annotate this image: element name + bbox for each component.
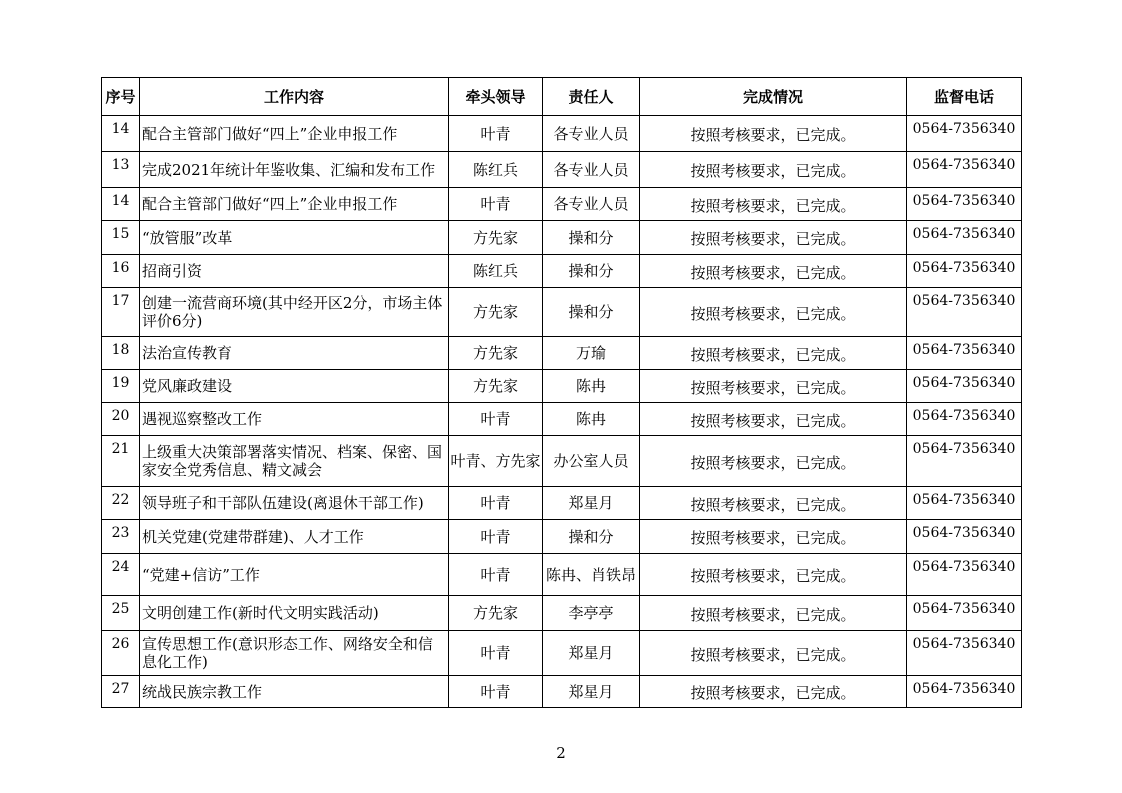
row-owner: 陈冉、肖铁昂 xyxy=(543,554,640,596)
row-owner: 操和分 xyxy=(543,255,640,288)
row-number: 20 xyxy=(102,403,140,436)
row-leader: 叶青、方先家 xyxy=(449,436,543,487)
row-phone: 0564-7356340 xyxy=(907,152,1022,188)
row-owner: 各专业人员 xyxy=(543,188,640,221)
row-owner: 李亭亭 xyxy=(543,596,640,631)
row-status: 按照考核要求，已完成。 xyxy=(640,436,907,487)
row-owner: 办公室人员 xyxy=(543,436,640,487)
table-row xyxy=(102,221,1022,255)
table-row xyxy=(102,288,1022,337)
row-leader: 陈红兵 xyxy=(449,152,543,188)
row-leader: 叶青 xyxy=(449,676,543,708)
row-status: 按照考核要求，已完成。 xyxy=(640,487,907,520)
row-owner: 陈冉 xyxy=(543,370,640,403)
row-content: 上级重大决策部署落实情况、档案、保密、国家安全党秀信息、精文减会 xyxy=(140,436,449,487)
row-status: 按照考核要求，已完成。 xyxy=(640,596,907,631)
row-number: 15 xyxy=(102,221,140,255)
table-row xyxy=(102,337,1022,370)
row-phone: 0564-7356340 xyxy=(907,221,1022,255)
row-status: 按照考核要求，已完成。 xyxy=(640,152,907,188)
row-phone: 0564-7356340 xyxy=(907,116,1022,152)
row-content: 配合主管部门做好“四上”企业申报工作 xyxy=(140,188,449,221)
row-number: 21 xyxy=(102,436,140,487)
row-content: 遇视巡察整改工作 xyxy=(140,403,449,436)
table-row xyxy=(102,554,1022,596)
row-owner: 郑星月 xyxy=(543,487,640,520)
row-status: 按照考核要求，已完成。 xyxy=(640,370,907,403)
table-row xyxy=(102,370,1022,403)
header-content: 工作内容 xyxy=(140,78,449,116)
table-row xyxy=(102,116,1022,152)
row-leader: 陈红兵 xyxy=(449,255,543,288)
row-content: 配合主管部门做好“四上”企业申报工作 xyxy=(140,116,449,152)
header-leader: 牵头领导 xyxy=(449,78,543,116)
row-leader: 方先家 xyxy=(449,288,543,337)
table-row xyxy=(102,403,1022,436)
row-content: 宣传思想工作(意识形态工作、网络安全和信息化工作) xyxy=(140,631,449,676)
table-row xyxy=(102,596,1022,631)
row-leader: 方先家 xyxy=(449,337,543,370)
row-content: 党风廉政建设 xyxy=(140,370,449,403)
row-status: 按照考核要求，已完成。 xyxy=(640,337,907,370)
row-phone: 0564-7356340 xyxy=(907,403,1022,436)
row-number: 26 xyxy=(102,631,140,676)
row-status: 按照考核要求，已完成。 xyxy=(640,554,907,596)
row-content: “放管服”改革 xyxy=(140,221,449,255)
table-row xyxy=(102,188,1022,221)
row-number: 17 xyxy=(102,288,140,337)
row-owner: 郑星月 xyxy=(543,631,640,676)
row-owner: 郑星月 xyxy=(543,676,640,708)
row-owner: 万瑜 xyxy=(543,337,640,370)
row-number: 13 xyxy=(102,152,140,188)
row-leader: 叶青 xyxy=(449,188,543,221)
row-number: 27 xyxy=(102,676,140,708)
table-row xyxy=(102,487,1022,520)
row-phone: 0564-7356340 xyxy=(907,520,1022,554)
row-phone: 0564-7356340 xyxy=(907,487,1022,520)
row-number: 19 xyxy=(102,370,140,403)
row-owner: 各专业人员 xyxy=(543,116,640,152)
table-row xyxy=(102,436,1022,487)
row-number: 16 xyxy=(102,255,140,288)
row-status: 按照考核要求，已完成。 xyxy=(640,403,907,436)
row-content: 机关党建(党建带群建)、人才工作 xyxy=(140,520,449,554)
row-owner: 各专业人员 xyxy=(543,152,640,188)
row-phone: 0564-7356340 xyxy=(907,255,1022,288)
row-content: 统战民族宗教工作 xyxy=(140,676,449,708)
row-content: 完成2021年统计年鉴收集、汇编和发布工作 xyxy=(140,152,449,188)
row-number: 23 xyxy=(102,520,140,554)
header-status: 完成情况 xyxy=(640,78,907,116)
row-content: 文明创建工作(新时代文明实践活动) xyxy=(140,596,449,631)
page-number: 2 xyxy=(556,744,566,762)
header-row xyxy=(102,78,1022,116)
row-leader: 叶青 xyxy=(449,631,543,676)
row-leader: 方先家 xyxy=(449,370,543,403)
row-content: 法治宣传教育 xyxy=(140,337,449,370)
row-number: 25 xyxy=(102,596,140,631)
row-phone: 0564-7356340 xyxy=(907,436,1022,487)
row-status: 按照考核要求，已完成。 xyxy=(640,676,907,708)
row-leader: 叶青 xyxy=(449,116,543,152)
row-number: 18 xyxy=(102,337,140,370)
row-status: 按照考核要求，已完成。 xyxy=(640,520,907,554)
row-phone: 0564-7356340 xyxy=(907,554,1022,596)
row-leader: 叶青 xyxy=(449,520,543,554)
row-owner: 陈冉 xyxy=(543,403,640,436)
row-status: 按照考核要求，已完成。 xyxy=(640,255,907,288)
table-row xyxy=(102,152,1022,188)
row-status: 按照考核要求，已完成。 xyxy=(640,221,907,255)
row-number: 22 xyxy=(102,487,140,520)
header-number: 序号 xyxy=(102,78,140,116)
row-leader: 方先家 xyxy=(449,596,543,631)
row-phone: 0564-7356340 xyxy=(907,370,1022,403)
row-leader: 叶青 xyxy=(449,554,543,596)
row-leader: 方先家 xyxy=(449,221,543,255)
header-phone: 监督电话 xyxy=(907,78,1022,116)
row-leader: 叶青 xyxy=(449,487,543,520)
row-phone: 0564-7356340 xyxy=(907,188,1022,221)
row-status: 按照考核要求，已完成。 xyxy=(640,188,907,221)
row-phone: 0564-7356340 xyxy=(907,288,1022,337)
table-row xyxy=(102,631,1022,676)
row-owner: 操和分 xyxy=(543,288,640,337)
row-owner: 操和分 xyxy=(543,520,640,554)
row-status: 按照考核要求，已完成。 xyxy=(640,288,907,337)
row-content: 招商引资 xyxy=(140,255,449,288)
row-status: 按照考核要求，已完成。 xyxy=(640,116,907,152)
row-phone: 0564-7356340 xyxy=(907,631,1022,676)
header-owner: 责任人 xyxy=(543,78,640,116)
table-row xyxy=(102,520,1022,554)
row-number: 24 xyxy=(102,554,140,596)
table-row xyxy=(102,676,1022,708)
row-number: 14 xyxy=(102,188,140,221)
row-phone: 0564-7356340 xyxy=(907,676,1022,708)
table-row xyxy=(102,255,1022,288)
row-phone: 0564-7356340 xyxy=(907,596,1022,631)
row-leader: 叶青 xyxy=(449,403,543,436)
row-phone: 0564-7356340 xyxy=(907,337,1022,370)
task-table xyxy=(101,77,1022,708)
row-content: 领导班子和干部队伍建设(离退休干部工作) xyxy=(140,487,449,520)
row-owner: 操和分 xyxy=(543,221,640,255)
row-content: 创建一流营商环境(其中经开区2分，市场主体评价6分) xyxy=(140,288,449,337)
row-number: 14 xyxy=(102,116,140,152)
row-status: 按照考核要求，已完成。 xyxy=(640,631,907,676)
row-content: “党建+信访”工作 xyxy=(140,554,449,596)
